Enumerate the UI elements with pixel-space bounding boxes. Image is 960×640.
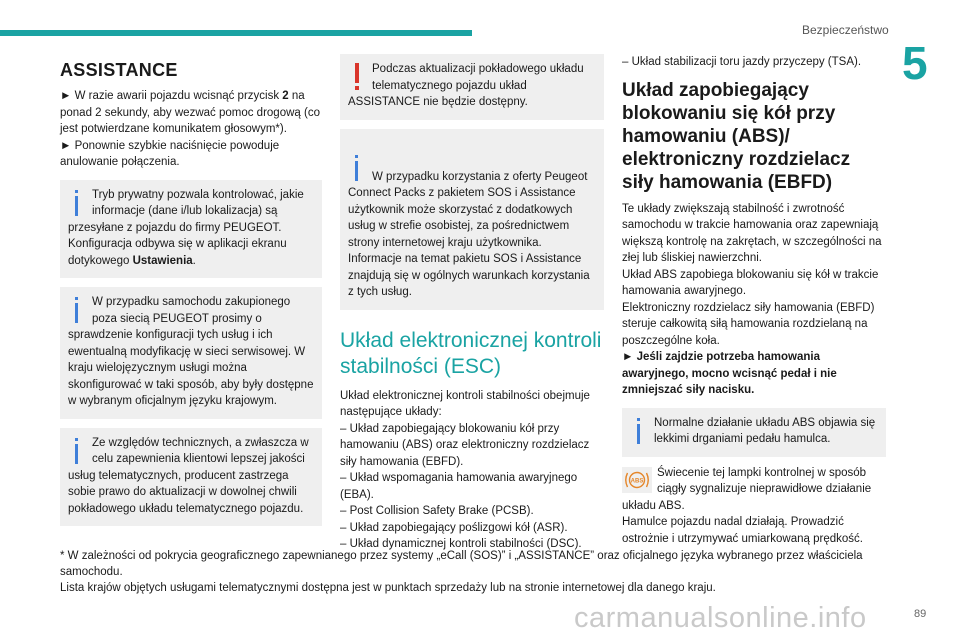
esc-intro: Układ elektronicznej kontroli stabilności obejmuje następujące układy:	[340, 389, 590, 418]
column-left	[60, 54, 322, 526]
column-right	[622, 54, 886, 547]
header-accent-bar	[0, 30, 472, 36]
abs-warning-lamp-block: ABS Świecenie tej lampki kontrolnej w sposób ciągły sygnalizuje nieprawidłowe działanie układu ABS.	[622, 466, 872, 512]
abs-paragraph: Elektroniczny rozdzielacz siły hamowania (EBFD) steruje całkowitą siłą hamowania rozdzielaną na poszczególne koła.	[622, 301, 875, 347]
abs-warning-lamp-icon	[622, 467, 652, 493]
abs-paragraph: Te układy zwiększają stabilność i zwrotność samochodu w trakcie hamowania oraz zapewniają większą kontrolę na zakrętach, w szczególności na złej lub śliskiej nawierzchni.	[622, 202, 882, 264]
abs-lamp-note: Hamulce pojazdu nadal działają. Prowadzić ostrożnie i utrzymywać umiarkowaną prędkość.	[622, 516, 863, 545]
info-box-config: W przypadku samochodu zakupionego poza siecią PEUGEOT prosimy o sprawdzenie konfiguracji tych usług i ich ewentualną modyfikację w sieci serwisowej. W kraju wielojęzycznym usługi można skonfigurować w taki sposób, aby były dostępne w wybranym oficjalnym języku krajowym.	[60, 287, 322, 419]
info-box-abs-normal: Normalne działanie układu ABS objawia się lekkimi drganiami pedału hamulca.	[622, 408, 886, 457]
info-icon	[68, 187, 86, 217]
esc-item-tsa: – Układ stabilizacji toru jazdy przyczepy (TSA).	[622, 56, 862, 68]
warning-icon	[348, 61, 366, 91]
footnote-line: Lista krajów objętych usługami telematycznymi dostępna jest w punktach sprzedaży lub na stronie internetowej dla danego kraju.	[60, 582, 716, 594]
esc-item: – Układ wspomagania hamowania awaryjnego (EBA).	[340, 472, 578, 501]
info-box-privacy: Tryb prywatny pozwala kontrolować, jakie informacje (dane i/lub lokalizacja) są przesyłane z pojazdu do firmy PEUGEOT. Konfiguracja odbywa się w aplikacji ekranu dotykowego Ustawienia.	[60, 180, 322, 279]
watermark: carmanualsonline.info	[574, 602, 867, 634]
esc-item: – Układ zapobiegający blokowaniu kół przy hamowaniu (ABS) oraz elektroniczny rozdzielacz siły hamowania (EBFD).	[340, 422, 590, 468]
column-middle	[340, 54, 604, 553]
footnote-line: * W zależności od pokrycia geograficznego zapewnianego przez systemy „eCall (SOS)” i „ASSISTANCE” oraz oficjalnego języka wybranego przez właściciela samochodu.	[60, 550, 863, 578]
info-icon	[348, 152, 366, 182]
chapter-number: 5	[902, 37, 928, 89]
esc-item: – Układ dynamicznej kontroli stabilności (DSC).	[340, 538, 582, 550]
info-icon	[68, 294, 86, 324]
info-icon	[630, 415, 648, 445]
info-box-connect-packs: W przypadku korzystania z oferty Peugeot Connect Packs z pakietem SOS i Assistance użytkownik może skorzystać z dodatkowych usług w strefie osobistej, za pośrednictwem strony internetowej kraju użytkownika. Informacje na temat pakietu SOS i Assistance znajdują się w ogólnych warunkach korzystania z tych usług.	[340, 129, 604, 310]
abs-instruction: ► Jeśli zajdzie potrzeba hamowania awaryjnego, mocno wcisnąć pedał i nie zmniejszać siły nacisku.	[622, 351, 837, 396]
heading-esc: Układ elektronicznej kontroli stabilności (ESC)	[340, 328, 602, 378]
warning-box-update: Podczas aktualizacji pokładowego układu telematycznego pojazdu układ ASSISTANCE nie będzie dostępny.	[340, 54, 604, 120]
esc-item: – Układ zapobiegający poślizgowi kół (ASR).	[340, 521, 568, 534]
footnote	[60, 548, 886, 596]
heading-assistance: ASSISTANCE	[60, 60, 178, 80]
info-box-technical: Ze względów technicznych, a zwłaszcza w celu zapewnienia klientowi lepszej jakości usług telematycznych, producent zastrzega sobie prawo do aktualizacji w dowolnej chwili pokładowego układu telematycznego pojazdu.	[60, 428, 322, 527]
abs-paragraph: Układ ABS zapobiega blokowaniu się kół w trakcie hamowania awaryjnego.	[622, 268, 879, 297]
section-title: Bezpieczeństwo	[802, 23, 889, 37]
esc-item: – Post Collision Safety Brake (PCSB).	[340, 505, 534, 517]
info-icon	[68, 435, 86, 465]
heading-abs: Układ zapobiegający blokowaniu się kół przy hamowaniu (ABS)/ elektroniczny rozdzielacz siły hamowania (EBFD)	[622, 79, 851, 193]
paragraph-cancel: ► Ponownie szybkie naciśnięcie powoduje anulowanie połączenia.	[60, 139, 280, 168]
page-number: 89	[914, 608, 927, 620]
paragraph-call: ► W razie awarii pojazdu wcisnąć przycisk 2 na ponad 2 sekundy, aby wezwać pomoc drogową (co jest potwierdzane komunikatem głosowym*).	[60, 90, 320, 135]
abs-icon-label: ABS	[630, 478, 644, 484]
